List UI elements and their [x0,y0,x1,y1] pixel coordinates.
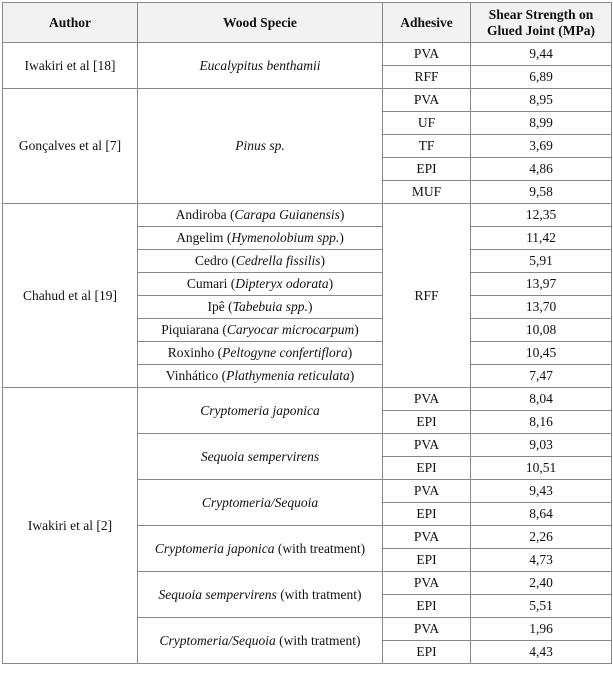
author-cell: Iwakiri et al [2] [3,388,138,664]
header-author: Author [3,3,138,43]
author-cell: Gonçalves et al [7] [3,89,138,204]
value-cell: 9,03 [471,434,612,457]
value-cell: 8,16 [471,411,612,434]
species-cell [138,388,383,434]
author-cell: Iwakiri et al [18] [3,43,138,89]
species-scientific-name: Cedrella fissilis [235,253,321,268]
value-cell: 1,96 [471,618,612,641]
table-row [3,388,612,411]
adhesive-cell: EPI [383,457,471,480]
table-row [3,43,612,66]
species-cell: Cedro (Cedrella fissilis) [138,250,383,273]
species-cell: Cumari (Dipteryx odorata) [138,273,383,296]
species-cell [138,89,383,204]
shear-strength-table [2,2,612,664]
value-cell: 4,43 [471,641,612,664]
species-scientific-name: Tabebuia spp. [232,299,308,314]
value-cell: 6,89 [471,66,612,89]
table-body [3,43,612,664]
value-cell: 5,51 [471,595,612,618]
species-name: Cryptomeria japonica [200,402,320,418]
adhesive-cell: PVA [383,618,471,641]
adhesive-cell: MUF [383,181,471,204]
adhesive-cell: RFF [383,204,471,388]
species-note: (with tratment) [275,632,361,648]
value-cell: 4,73 [471,549,612,572]
value-cell: 12,35 [471,204,612,227]
adhesive-cell: PVA [383,43,471,66]
value-cell: 13,97 [471,273,612,296]
species-name: Cryptomeria japonica [154,540,275,556]
adhesive-cell: EPI [383,641,471,664]
header-adhesive: Adhesive [383,3,471,43]
value-cell: 8,64 [471,503,612,526]
header-wood-specie: Wood Specie [138,3,383,43]
species-scientific-name: Carapa Guianensis [234,207,340,222]
value-cell: 8,04 [471,388,612,411]
value-cell: 4,86 [471,158,612,181]
table-row [3,204,612,227]
value-cell: 10,45 [471,342,612,365]
species-cell: Roxinho (Peltogyne confertiflora) [138,342,383,365]
table-header [3,3,612,43]
author-cell: Chahud et al [19] [3,204,138,388]
species-name: Cryptomeria/Sequoia [201,494,319,510]
adhesive-cell: PVA [383,480,471,503]
value-cell: 8,95 [471,89,612,112]
adhesive-cell: RFF [383,66,471,89]
adhesive-cell: EPI [383,595,471,618]
header-shear-strength-line1: Shear Strength on [488,6,594,22]
value-cell: 7,47 [471,365,612,388]
value-cell: 11,42 [471,227,612,250]
species-scientific-name: Dipteryx odorata [235,276,329,291]
adhesive-cell: PVA [383,526,471,549]
species-scientific-name: Hymenolobium spp. [231,230,340,245]
header-shear-strength-line2: Glued Joint (MPa) [487,22,595,38]
species-scientific-name: Caryocar microcarpum [226,322,355,337]
species-common-name: Vinhático [165,368,219,383]
value-cell: 3,69 [471,135,612,158]
species-common-name: Roxinho [167,345,215,360]
species-scientific-name: Plathymenia reticulata [226,368,350,383]
species-note: (with tratment) [276,586,362,602]
species-name: Sequoia sempervirens [158,586,277,602]
species-common-name: Cumari [186,276,228,291]
species-cell: Vinhático (Plathymenia reticulata) [138,365,383,388]
table-row [3,89,612,112]
species-cell: Ipê (Tabebuia spp.) [138,296,383,319]
adhesive-cell: PVA [383,89,471,112]
species-name: Eucalypitus benthamii [199,57,321,73]
value-cell: 2,26 [471,526,612,549]
value-cell: 9,58 [471,181,612,204]
adhesive-cell: PVA [383,434,471,457]
species-cell: Piquiarana (Caryocar microcarpum) [138,319,383,342]
value-cell: 9,43 [471,480,612,503]
value-cell: 9,44 [471,43,612,66]
value-cell: 8,99 [471,112,612,135]
species-cell [138,434,383,480]
value-cell: 13,70 [471,296,612,319]
adhesive-cell: TF [383,135,471,158]
adhesive-cell: PVA [383,388,471,411]
adhesive-cell: EPI [383,158,471,181]
species-cell [138,618,383,664]
species-common-name: Andiroba [175,207,227,222]
species-common-name: Piquiarana [161,322,219,337]
species-cell: Angelim (Hymenolobium spp.) [138,227,383,250]
value-cell: 5,91 [471,250,612,273]
adhesive-cell: EPI [383,411,471,434]
species-cell [138,526,383,572]
species-name: Cryptomeria/Sequoia [159,632,276,648]
value-cell: 10,51 [471,457,612,480]
species-cell [138,43,383,89]
species-common-name: Cedro [194,253,228,268]
species-common-name: Angelim [176,230,224,245]
species-common-name: Ipê [207,299,225,314]
species-name: Pinus sp. [235,138,285,153]
species-cell [138,572,383,618]
adhesive-cell: PVA [383,572,471,595]
adhesive-cell: UF [383,112,471,135]
species-cell: Andiroba (Carapa Guianensis) [138,204,383,227]
species-cell [138,480,383,526]
header-shear-strength [471,3,612,43]
adhesive-cell: EPI [383,549,471,572]
species-scientific-name: Peltogyne confertiflora [222,345,348,360]
species-name: Sequoia sempervirens [200,448,320,464]
value-cell: 2,40 [471,572,612,595]
header-row [3,3,612,43]
value-cell: 10,08 [471,319,612,342]
adhesive-cell: EPI [383,503,471,526]
species-note: (with treatment) [274,540,366,556]
